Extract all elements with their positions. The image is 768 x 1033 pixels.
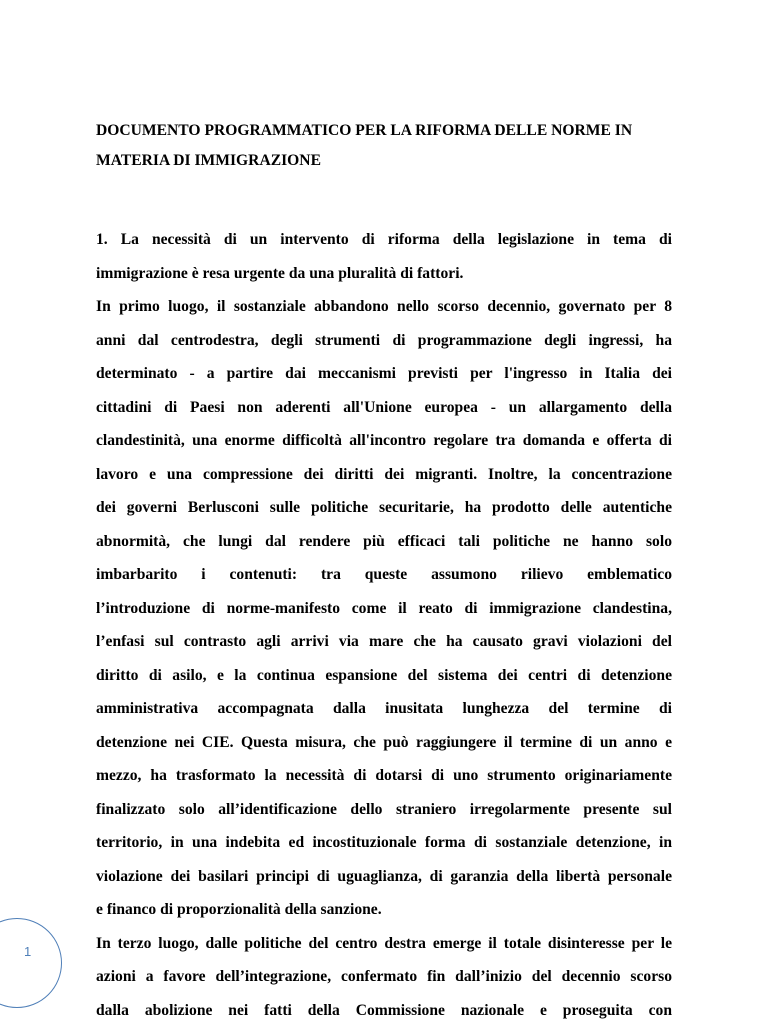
body-line: imbarbarito i contenuti: tra queste assumono rilievo emblematico (96, 564, 672, 598)
body-line: amministrativa accompagnata dalla inusitata lunghezza del termine di (96, 698, 672, 732)
body-line: cittadini di Paesi non aderenti all'Unione europea - un allargamento della (96, 397, 672, 431)
body-line: anni dal centrodestra, degli strumenti di programmazione degli ingressi, ha (96, 330, 672, 364)
title-line: DOCUMENTO PROGRAMMATICO PER LA RIFORMA DELLE NORME IN (96, 116, 716, 146)
body-line: lavoro e una compressione dei diritti dei migranti. Inoltre, la concentrazione (96, 464, 672, 498)
body-line: azioni a favore dell’integrazione, confermato fin dall’inizio del decennio scorso (96, 966, 672, 1000)
body-line: determinato - a partire dai meccanismi previsti per l'ingresso in Italia dei (96, 363, 672, 397)
body-line: territorio, in una indebita ed incostituzionale forma di sostanziale detenzione, in (96, 832, 672, 866)
title-line: MATERIA DI IMMIGRAZIONE (96, 146, 716, 176)
body-line: detenzione nei CIE. Questa misura, che può raggiungere il termine di un anno e (96, 732, 672, 766)
body-paragraphs (96, 229, 672, 1033)
body-line: immigrazione è resa urgente da una pluralità di fattori. (96, 263, 672, 297)
body-line: In terzo luogo, dalle politiche del centro destra emerge il totale disinteresse per le (96, 933, 672, 967)
body-line: violazione dei basilari principi di uguaglianza, di garanzia della libertà personale (96, 866, 672, 900)
body-line: 1. La necessità di un intervento di riforma della legislazione in tema di (96, 229, 672, 263)
body-line: finalizzato solo all’identificazione dello straniero irregolarmente presente sul (96, 799, 672, 833)
body-line: abnormità, che lungi dal rendere più efficaci tali politiche ne hanno solo (96, 531, 672, 565)
body-line: l’introduzione di norme-manifesto come il reato di immigrazione clandestina, (96, 598, 672, 632)
document-title (96, 116, 716, 176)
page-number-circle (0, 918, 62, 1008)
body-line: l’enfasi sul contrasto agli arrivi via mare che ha causato gravi violazioni del (96, 631, 672, 665)
body-line: dalla abolizione nei fatti della Commissione nazionale e proseguita con (96, 1000, 672, 1033)
body-line: e financo di proporzionalità della sanzione. (96, 899, 672, 933)
body-line: diritto di asilo, e la continua espansione del sistema dei centri di detenzione (96, 665, 672, 699)
body-line: mezzo, ha trasformato la necessità di dotarsi di uno strumento originariamente (96, 765, 672, 799)
body-line: dei governi Berlusconi sulle politiche securitarie, ha prodotto delle autentiche (96, 497, 672, 531)
body-line: clandestinità, una enorme difficoltà all'incontro regolare tra domanda e offerta di (96, 430, 672, 464)
body-line: In primo luogo, il sostanziale abbandono nello scorso decennio, governato per 8 (96, 296, 672, 330)
page-number: 1 (24, 944, 31, 959)
